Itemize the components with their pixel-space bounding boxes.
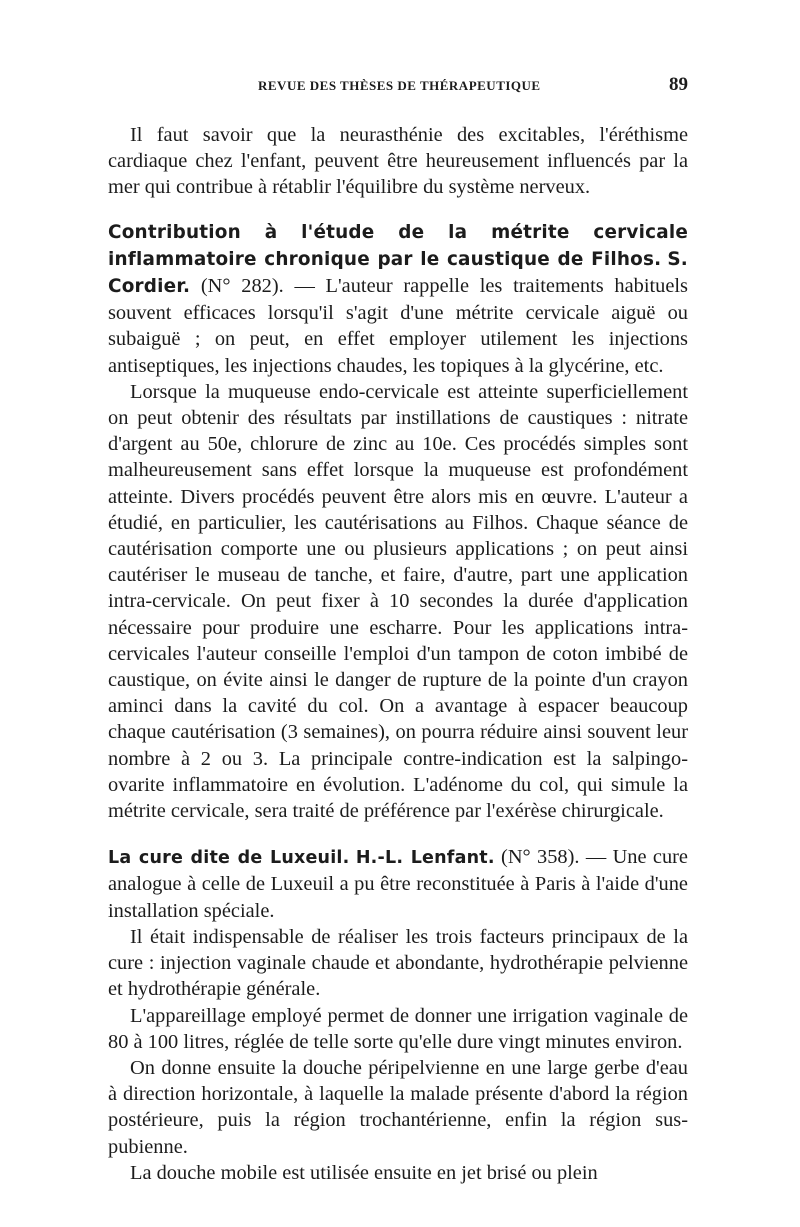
article-contribution-lead: [108, 219, 688, 379]
running-title: REVUE DES THÈSES DE THÉRAPEUTIQUE: [258, 78, 541, 93]
running-header: [108, 70, 688, 106]
article-paragraph: La douche mobile est utilisée ensuite en jet brisé ou plein: [130, 1161, 598, 1184]
body-text: [108, 122, 688, 1186]
article-paragraph: Il était indispensable de réaliser les trois facteurs principaux de la cure : injection vaginale chaude et abondante, hydrothérapie pelvienne et hydrothérapie générale.: [108, 925, 688, 1001]
article-author: S. Cordier.: [108, 248, 688, 298]
article-paragraph: Lorsque la muqueuse endo-cervicale est atteinte superficiellement on peut obtenir des résultats par instillations de caustiques : nitrate d'argent au 50e, chlorure de zinc au 10e. Ces procédés simples sont malheureusement sans effet lorsque la muqueuse est profondément atteinte. Divers procédés peuvent être alors mis en œuvre. L'auteur a étudié, en particulier, les cautérisations au Filhos. Chaque séance de cautérisation comporte une ou plusieurs applications ; on peut ainsi cautériser le museau de tanche, et faire, d'autre, part une application intra-cervicale. On peut fixer à 10 secondes la durée d'application nécessaire pour produire une escharre. Pour les applications intra-cervicales l'auteur conseille l'emploi d'un tampon de coton imbibé de caustique, on évite ainsi le danger de rupture de la pointe d'un crayon aminci dans la cavité du col. On a avantage à espacer beaucoup chaque cautérisation (3 semaines), on pourra réduire ainsi souvent leur nombre à 2 ou 3. La principale contre-indication est la salpingo-ovarite inflammatoire en évolution. L'adénome du col, qui simule la métrite cervicale, sera traité de préférence par l'exérèse chirurgicale.: [108, 380, 688, 823]
article-author: H.-L. Lenfant.: [355, 848, 495, 869]
article-title: Contribution à l'étude de la métrite cervicale inflammatoire chronique par le caustique de Filhos.: [108, 221, 688, 270]
page-number: 89: [669, 74, 688, 95]
article-lead-text: (N° 282). — L'auteur rappelle les traitements habituels souvent efficaces lorsqu'il s'agit d'une métrite cervicale aiguë ou subaiguë ; on peut, en effet employer utilement les injections antiseptiques, les injections chaudes, les topiques à la glycérine, etc.: [108, 275, 688, 377]
article-luxeuil-lead: [108, 844, 688, 924]
section-gap: [108, 824, 688, 844]
intro-paragraph: Il faut savoir que la neurasthénie des excitables, l'éréthisme cardiaque chez l'enfant, peuvent être heureusement influencés par la mer qui contribue à rétablir l'équilibre du système nerveux.: [108, 124, 688, 199]
article-paragraph: L'appareillage employé permet de donner une irrigation vaginale de 80 à 100 litres, réglée de telle sorte qu'elle dure vingt minutes environ.: [108, 1004, 688, 1053]
article-paragraph: On donne ensuite la douche péripelvienne en une large gerbe d'eau à direction horizontale, à laquelle la malade présente d'abord la région postérieure, puis la région trochantérienne, enfin la région sus-pubienne.: [108, 1056, 688, 1158]
article-title: La cure dite de Luxeuil.: [108, 848, 350, 869]
document-page: [108, 70, 688, 1186]
article-lead-text: (N° 358). — Une cure analogue à celle de Luxeuil a pu être reconstituée à Paris à l'aide d'une installation spéciale.: [108, 846, 688, 922]
section-gap: [108, 201, 688, 219]
